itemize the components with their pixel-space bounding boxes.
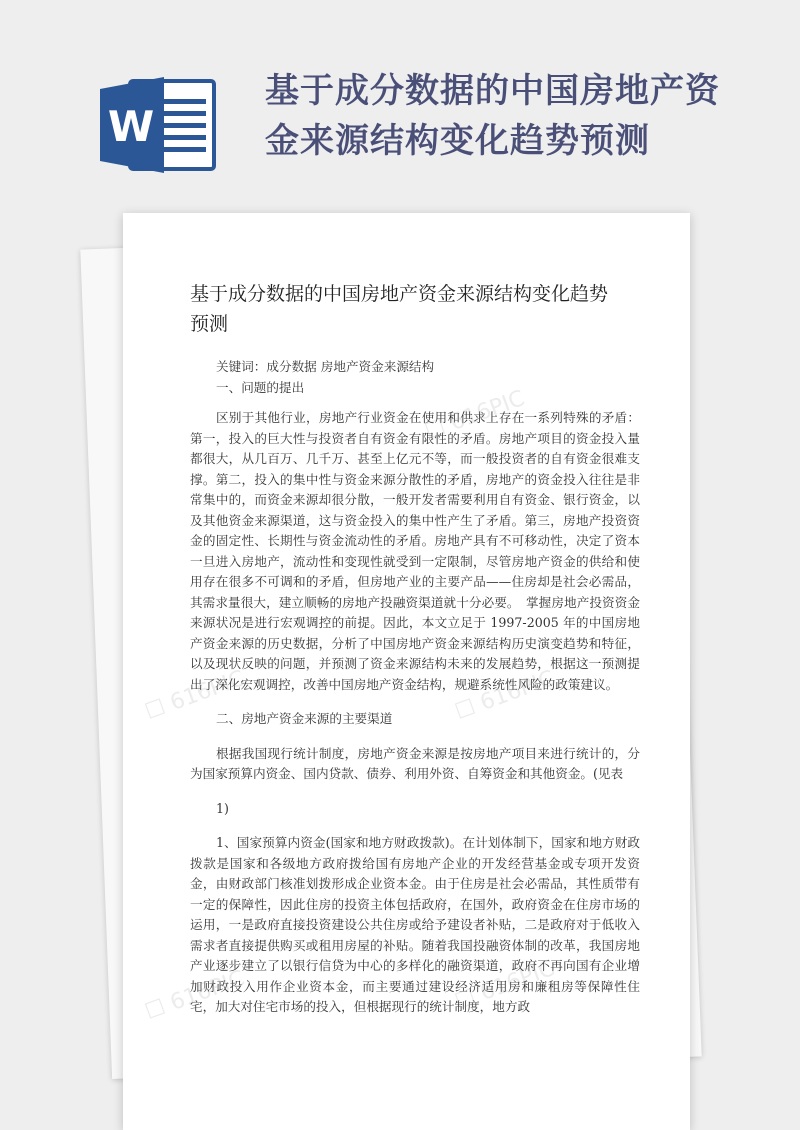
watermark: ☐ 616PIC bbox=[141, 965, 248, 1026]
keywords: 关键词：成分数据 房地产资金来源结构 bbox=[216, 359, 435, 374]
document-title bbox=[190, 279, 660, 339]
header-title bbox=[265, 66, 785, 166]
table-reference: 1) bbox=[216, 800, 229, 816]
section2-paragraph: 根据我国现行统计制度，房地产资金来源是按房地产项目来进行统计的，分为国家预算内资金、国内贷款、债券、利用外资、自筹资金和其他资金。(见表 bbox=[190, 745, 640, 781]
section2-heading: 二、房地产资金来源的主要渠道 bbox=[216, 711, 393, 726]
section1-heading: 一、问题的提出 bbox=[216, 379, 305, 395]
watermark: ☐ 616PIC bbox=[141, 665, 248, 726]
watermark: ☐ 616PIC bbox=[451, 955, 558, 1016]
section3-paragraph: 1、国家预算内资金(国家和地方财政拨款)。在计划体制下，国家和地方财政拨款是国家和各级地方政府拨给国有房地产企业的开发经营基金或专项开发资金，由财政部门核准划拨形成企业资本金。由于住房是社会必需品，其性质带有一定的保障性，因此住房的投资主体包括政府，在国外，政府资金在住房市场的运用，一是政府直接投资建设公共住房或给予建设者补贴，二是政府对于低收入需求者直接提供购买或租用房屋的补贴。随着我国投融资体制的改革，我国房地产业逐步建立了以银行信贷为中心的多样化的融资渠道，政府不再向国有企业增加财政投入用作企业资本金，而主要通过建设经济适用房和廉租房等保障性住宅，加大对住宅市场的投入，但根据现行的统计制度，地方政 bbox=[190, 835, 640, 1014]
word-document-icon bbox=[100, 75, 220, 175]
document-page[interactable] bbox=[123, 213, 690, 1130]
header-title-line2: 金来源结构变化趋势预测 bbox=[265, 121, 650, 161]
watermark: ☐ 616PIC bbox=[451, 665, 558, 726]
document-body bbox=[190, 357, 640, 1018]
preview-header bbox=[0, 0, 800, 200]
watermark: ☐ 616PIC bbox=[421, 385, 528, 446]
svg-text:W: W bbox=[107, 102, 155, 151]
document-title-line1: 基于成分数据的中国房地产资金来源结构变化趋势 bbox=[190, 283, 609, 305]
header-title-line1: 基于成分数据的中国房地产资 bbox=[265, 71, 720, 111]
section1-paragraph: 区别于其他行业，房地产行业资金在使用和供求上存在一系列特殊的矛盾：第一，投入的巨大性与投资者自有资金有限性的矛盾。房地产项目的资金投入量都很大，从几百万、几千万、甚至上亿元不等，而一般投资者的自有资金很难支撑。第二，投入的集中性与资金来源分散性的矛盾，房地产的资金投入往往是非常集中的，而资金来源却很分散，一般开发者需要利用自有资金、银行资金，以及其他资金来源渠道，这与资金投入的集中性产生了矛盾。第三，房地产投资资金的固定性、长期性与资金流动性的矛盾。房地产具有不可移动性，决定了资本一旦进入房地产，流动性和变现性就受到一定限制，尽管房地产资金的供给和使用存在很多不可调和的矛盾，但房地产业的主要产品——住房却是社会必需品，其需求量很大，建立顺畅的房地产投融资渠道就十分必要。 掌握房地产投资资金来源状况是进行宏观调控的前提。因此，本文立足于 1997-2005 年的中国房地产资金来源的历史数据，分析了中国房地产资金来源结构历史演变趋势和特征，以及现状反映的问题，并预测了资金来源结构未来的发展趋势，根据这一预测提出了深化宏观调控，改善中国房地产资金结构，规避系统性风险的政策建议。 bbox=[190, 410, 640, 692]
document-title-line2: 预测 bbox=[190, 313, 229, 335]
